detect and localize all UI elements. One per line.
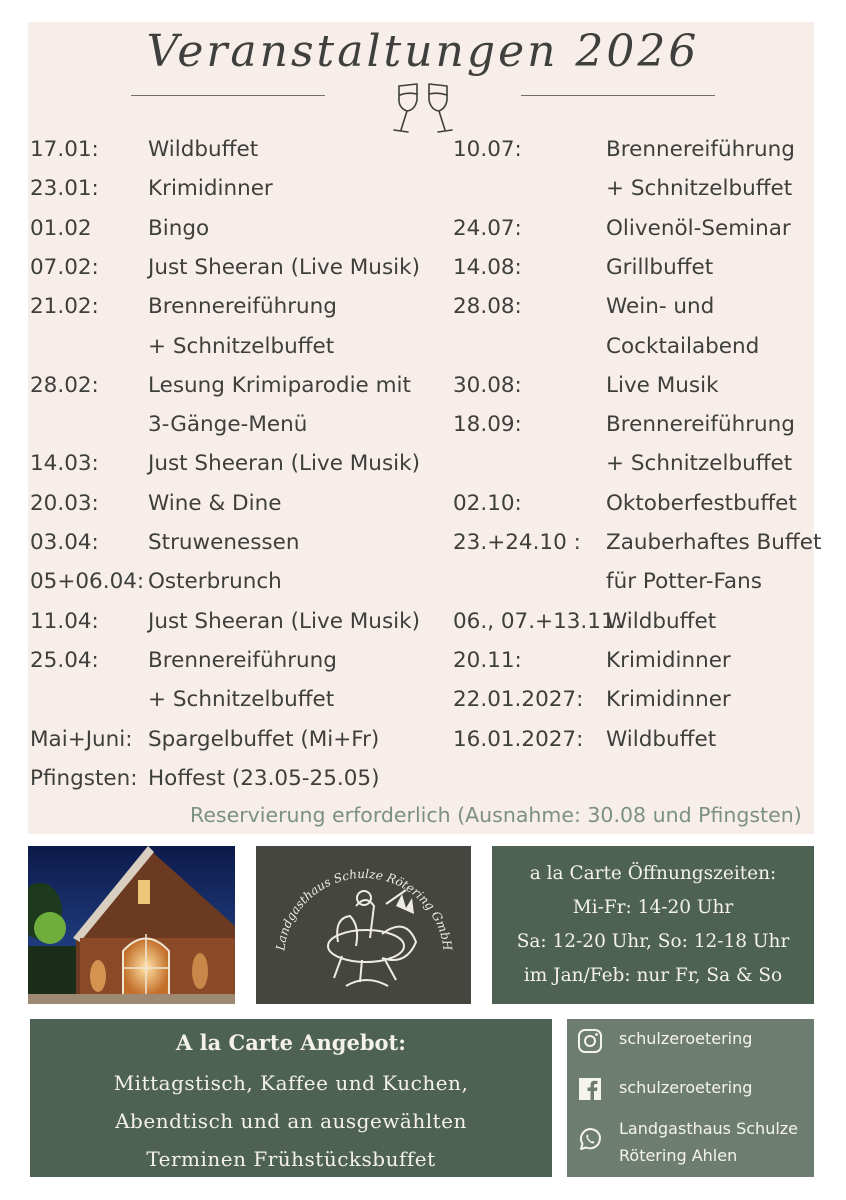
barn-photo	[28, 846, 235, 1004]
event-description: + Schnitzelbuffet	[148, 687, 335, 712]
event-date: 18.09:	[453, 412, 522, 437]
event-description: Lesung Krimiparodie mit	[148, 373, 411, 398]
event-description: für Potter-Fans	[606, 569, 762, 594]
opening-hours-panel	[492, 846, 814, 1004]
event-date: Mai+Juni:	[30, 727, 133, 752]
event-description: + Schnitzelbuffet	[606, 451, 793, 476]
event-date: Pfingsten:	[30, 766, 138, 791]
whatsapp-line-2[interactable]: Rötering Ahlen	[619, 1146, 738, 1165]
event-date: 22.01.2027:	[453, 687, 584, 712]
event-description: Krimidinner	[606, 648, 731, 673]
event-date: 07.02:	[30, 255, 99, 280]
event-description: Cocktailabend	[606, 334, 760, 359]
event-description: Struwenessen	[148, 530, 300, 555]
event-description: Zauberhaftes Buffet	[606, 530, 822, 555]
event-description: Brennereiführung	[606, 412, 795, 437]
event-date: 02.10:	[453, 491, 522, 516]
social-panel	[567, 1019, 814, 1177]
reservation-note: Reservierung erforderlich (Ausnahme: 30.08 und Pfingsten)	[190, 803, 802, 827]
event-description: + Schnitzelbuffet	[606, 176, 793, 201]
event-description: Osterbrunch	[148, 569, 282, 594]
event-description: Spargelbuffet (Mi+Fr)	[148, 727, 380, 752]
offer-line: Mittagstisch, Kaffee und Kuchen,	[113, 1071, 469, 1095]
event-description: Just Sheeran (Live Musik)	[148, 451, 420, 476]
event-date: 30.08:	[453, 373, 522, 398]
event-date: 28.08:	[453, 294, 522, 319]
event-description: Brennereiführung	[148, 294, 337, 319]
event-date: 05+06.04:	[30, 569, 145, 594]
logo-text: Landgasthaus Schulze Rötering GmbH	[273, 866, 455, 952]
event-description: Brennereiführung	[148, 648, 337, 673]
event-description: Brennereiführung	[606, 137, 795, 162]
event-date: 03.04:	[30, 530, 99, 555]
event-description: Krimidinner	[148, 176, 273, 201]
offer-line: Abendtisch und an ausgewählten	[115, 1109, 467, 1133]
event-date: 06., 07.+13.11:	[453, 609, 622, 634]
instagram-handle[interactable]: schulzeroetering	[619, 1029, 753, 1048]
event-description: Just Sheeran (Live Musik)	[148, 609, 420, 634]
event-description: Wine & Dine	[148, 491, 282, 516]
event-date: 23.+24.10 :	[453, 530, 581, 555]
hours-weekdays: Mi-Fr: 14-20 Uhr	[572, 897, 734, 918]
event-date: 14.08:	[453, 255, 522, 280]
event-description: Wildbuffet	[606, 727, 717, 752]
event-date: 21.02:	[30, 294, 99, 319]
hours-weekend: Sa: 12-20 Uhr, So: 12-18 Uhr	[516, 931, 790, 952]
event-date: 14.03:	[30, 451, 99, 476]
hours-winter: im Jan/Feb: nur Fr, Sa & So	[523, 965, 783, 986]
event-date: 16.01.2027:	[453, 727, 584, 752]
whatsapp-line-1[interactable]: Landgasthaus Schulze	[619, 1119, 799, 1138]
event-date: 17.01:	[30, 137, 99, 162]
hours-heading: a la Carte Öffnungszeiten:	[529, 863, 777, 884]
event-description: + Schnitzelbuffet	[148, 334, 335, 359]
page-title: Veranstaltungen 2026	[146, 26, 700, 77]
event-description: Hoffest (23.05-25.05)	[148, 766, 380, 791]
champagne-glasses-icon	[387, 78, 459, 138]
event-date: 20.03:	[30, 491, 99, 516]
event-date: 20.11:	[453, 648, 522, 673]
event-description: Grillbuffet	[606, 255, 714, 280]
event-description: Oktoberfestbuffet	[606, 491, 797, 516]
event-description: Olivenöl-Seminar	[606, 216, 791, 241]
event-description: Live Musik	[606, 373, 719, 398]
company-logo	[256, 846, 471, 1004]
event-description: Bingo	[148, 216, 210, 241]
event-description: Just Sheeran (Live Musik)	[148, 255, 420, 280]
facebook-handle[interactable]: schulzeroetering	[619, 1078, 753, 1097]
event-description: 3-Gänge-Menü	[148, 412, 308, 437]
offer-panel	[30, 1019, 552, 1177]
title-divider-right	[521, 95, 715, 96]
event-date: 23.01:	[30, 176, 99, 201]
whatsapp-icon[interactable]	[576, 1125, 604, 1153]
event-date: 25.04:	[30, 648, 99, 673]
event-description: Wildbuffet	[606, 609, 717, 634]
svg-text:Landgasthaus Schulze Rötering	[273, 867, 455, 952]
event-date: 28.02:	[30, 373, 99, 398]
event-description: Wildbuffet	[148, 137, 259, 162]
event-description: Krimidinner	[606, 687, 731, 712]
event-date: 10.07:	[453, 137, 522, 162]
event-description: Wein- und	[606, 294, 715, 319]
facebook-icon[interactable]	[576, 1075, 604, 1103]
event-date: 24.07:	[453, 216, 522, 241]
event-date: 11.04:	[30, 609, 99, 634]
offer-line: Terminen Frühstücksbuffet	[146, 1147, 436, 1171]
event-date: 01.02	[30, 216, 92, 241]
instagram-icon[interactable]	[576, 1027, 604, 1055]
title-divider-left	[131, 95, 325, 96]
offer-title: A la Carte Angebot:	[175, 1030, 406, 1055]
